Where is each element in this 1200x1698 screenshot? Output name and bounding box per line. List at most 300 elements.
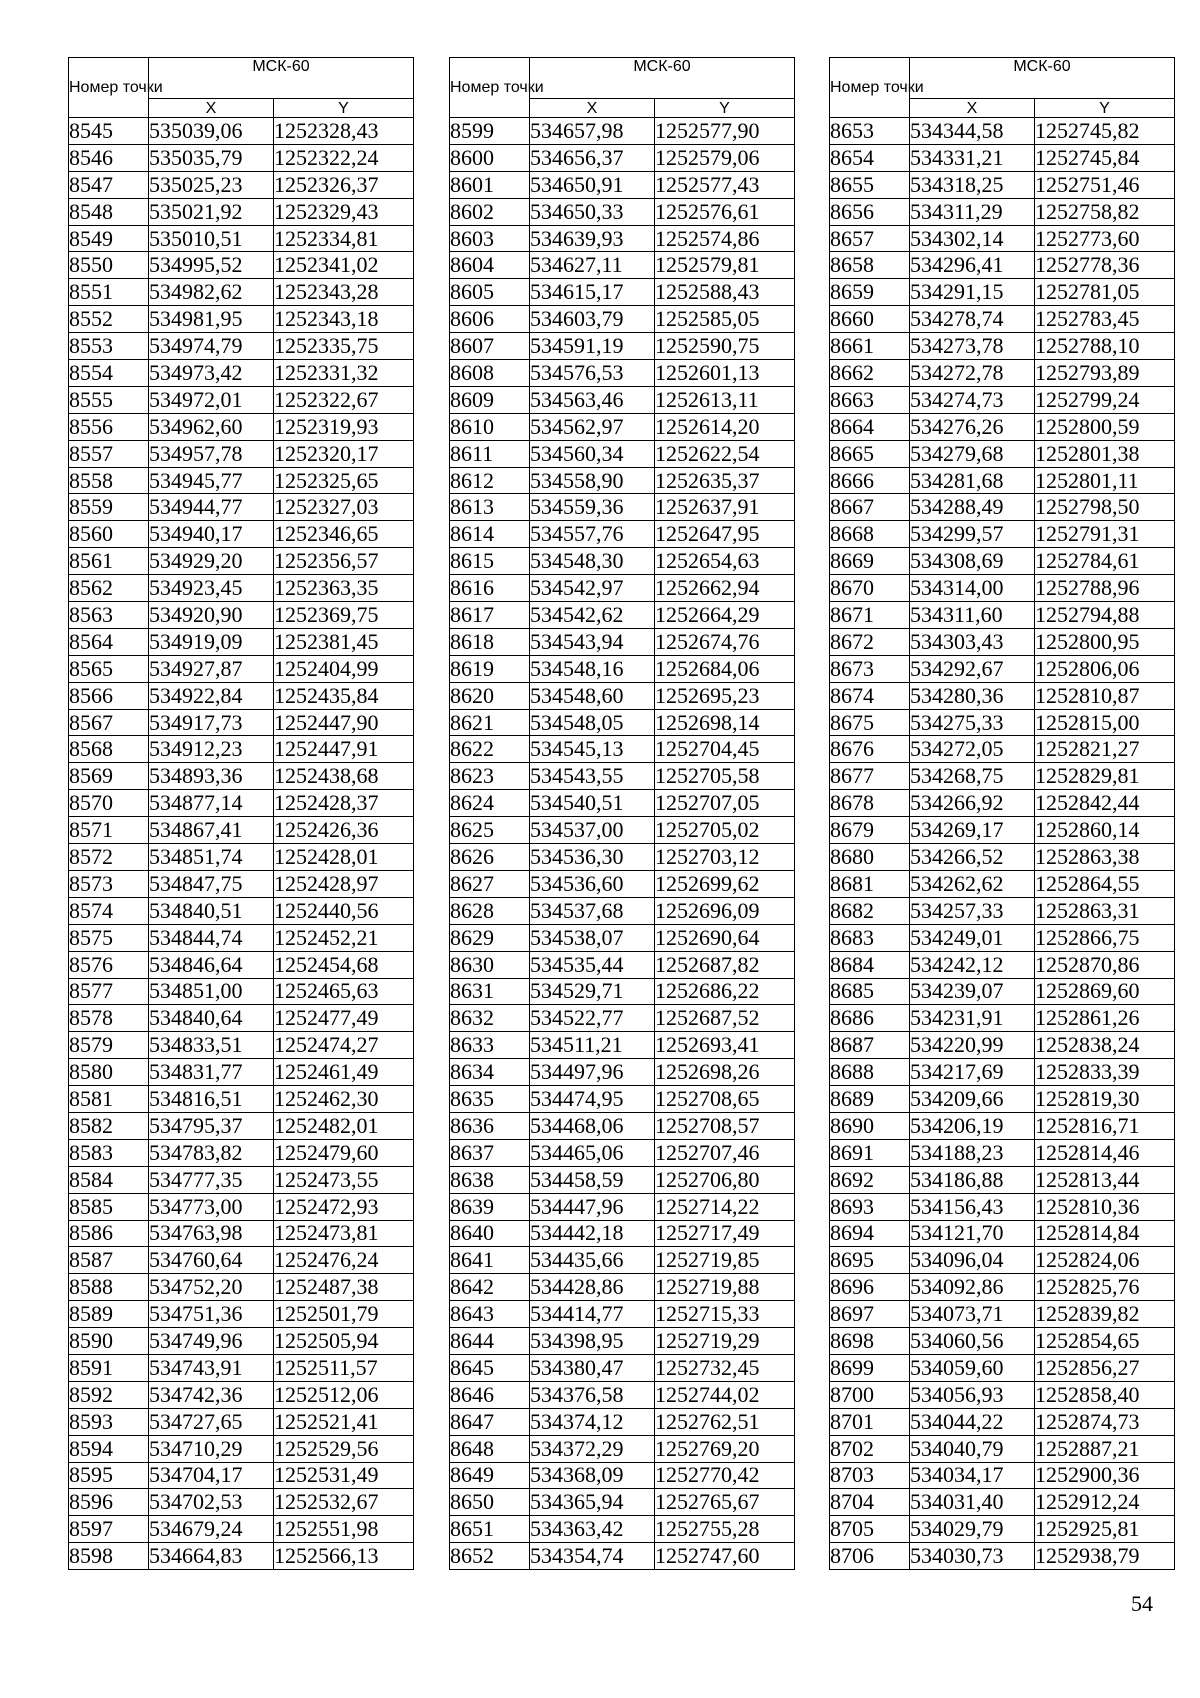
point-number-cell: 8578 [69,1005,149,1032]
point-number-cell: 8696 [830,1274,910,1301]
point-number-cell: 8628 [450,897,530,924]
y-coordinate-cell: 1252326,37 [274,171,414,198]
point-number-cell: 8683 [830,924,910,951]
y-coordinate-cell: 1252793,89 [1035,360,1175,387]
x-coordinate-cell: 534922,84 [149,682,274,709]
x-coordinate-cell: 534657,98 [530,118,655,145]
y-coordinate-cell: 1252687,82 [655,951,795,978]
table-row [450,144,795,171]
table-row [830,521,1175,548]
x-coordinate-cell: 534368,09 [530,1462,655,1489]
table-row [69,628,414,655]
point-number-cell: 8646 [450,1381,530,1408]
table-row [450,1166,795,1193]
point-number-cell: 8566 [69,682,149,709]
x-coordinate-cell: 534627,11 [530,252,655,279]
table-row [830,252,1175,279]
point-number-cell: 8627 [450,870,530,897]
point-number-cell: 8621 [450,709,530,736]
table-row [450,978,795,1005]
x-coordinate-cell: 534867,41 [149,817,274,844]
x-coordinate-cell: 534096,04 [910,1247,1035,1274]
point-number-cell: 8631 [450,978,530,1005]
table-row [830,1462,1175,1489]
point-number-cell: 8672 [830,628,910,655]
table-row [450,360,795,387]
x-coordinate-cell: 534428,86 [530,1274,655,1301]
point-number-cell: 8697 [830,1301,910,1328]
table-row [69,1220,414,1247]
table-row [450,1032,795,1059]
x-coordinate-cell: 534249,01 [910,924,1035,951]
x-coordinate-cell: 534029,79 [910,1516,1035,1543]
table-row [69,978,414,1005]
y-coordinate-cell: 1252708,65 [655,1086,795,1113]
y-coordinate-cell: 1252511,57 [274,1354,414,1381]
point-number-cell: 8623 [450,763,530,790]
x-coordinate-cell: 534537,68 [530,897,655,924]
y-coordinate-cell: 1252861,26 [1035,1005,1175,1032]
y-coordinate-cell: 1252505,94 [274,1328,414,1355]
point-number-cell: 8622 [450,736,530,763]
table-row [830,198,1175,225]
y-coordinate-cell: 1252329,43 [274,198,414,225]
x-coordinate-cell: 534239,07 [910,978,1035,1005]
point-number-cell: 8640 [450,1220,530,1247]
y-coordinate-cell: 1252900,36 [1035,1462,1175,1489]
table-row [69,951,414,978]
y-coordinate-cell: 1252745,82 [1035,118,1175,145]
coordinates-table-body [69,118,414,1570]
table-row [450,1139,795,1166]
table-row [830,1193,1175,1220]
point-number-cell: 8624 [450,790,530,817]
table-row [830,1086,1175,1113]
point-number-cell: 8689 [830,1086,910,1113]
x-coordinate-cell: 535025,23 [149,171,274,198]
point-number-cell: 8565 [69,655,149,682]
x-coordinate-cell: 534851,74 [149,844,274,871]
table-row [69,548,414,575]
table-row [450,655,795,682]
x-coordinate-cell: 534710,29 [149,1435,274,1462]
table-row [450,844,795,871]
table-row [69,1247,414,1274]
table-row [830,844,1175,871]
x-coordinate-cell: 534816,51 [149,1086,274,1113]
point-number-cell: 8618 [450,628,530,655]
point-number-cell: 8591 [69,1354,149,1381]
x-coordinate-cell: 534535,44 [530,951,655,978]
table-row [69,467,414,494]
point-number-cell: 8657 [830,225,910,252]
coordinate-system-header: МСК-60 [530,58,795,99]
x-coordinate-cell: 534537,00 [530,817,655,844]
table-row [450,736,795,763]
table-header [450,58,795,118]
table-row [830,924,1175,951]
x-coordinate-cell: 534548,30 [530,548,655,575]
table-row [69,1516,414,1543]
y-coordinate-cell: 1252912,24 [1035,1489,1175,1516]
x-coordinate-cell: 534206,19 [910,1112,1035,1139]
x-coordinate-cell: 534220,99 [910,1032,1035,1059]
y-coordinate-cell: 1252814,46 [1035,1139,1175,1166]
x-coordinate-cell: 534974,79 [149,333,274,360]
table-row [830,360,1175,387]
x-coordinate-cell: 534435,66 [530,1247,655,1274]
table-row [69,252,414,279]
y-coordinate-cell: 1252476,24 [274,1247,414,1274]
table-row [69,1381,414,1408]
x-coordinate-cell: 534664,83 [149,1543,274,1570]
point-number-cell: 8614 [450,521,530,548]
y-coordinate-cell: 1252331,32 [274,360,414,387]
y-coordinate-cell: 1252662,94 [655,575,795,602]
x-coordinate-cell: 534380,47 [530,1354,655,1381]
x-coordinate-cell: 534650,33 [530,198,655,225]
x-coordinate-cell: 534591,19 [530,333,655,360]
point-number-cell: 8679 [830,817,910,844]
point-number-cell: 8549 [69,225,149,252]
table-row [830,682,1175,709]
point-number-header: Номер точки [69,58,149,118]
x-coordinate-cell: 534847,75 [149,870,274,897]
x-coordinate-cell: 534542,97 [530,575,655,602]
table-row [450,870,795,897]
table-row [69,225,414,252]
x-coordinate-cell: 534468,06 [530,1112,655,1139]
x-coordinate-cell: 534458,59 [530,1166,655,1193]
x-coordinate-cell: 534376,58 [530,1381,655,1408]
point-number-cell: 8647 [450,1408,530,1435]
point-number-cell: 8555 [69,386,149,413]
coordinate-system-header: МСК-60 [910,58,1175,99]
table-row [69,736,414,763]
x-coordinate-cell: 534940,17 [149,521,274,548]
table-row [450,924,795,951]
y-coordinate-cell: 1252744,02 [655,1381,795,1408]
table-row [450,440,795,467]
point-number-cell: 8593 [69,1408,149,1435]
x-coordinate-cell: 534560,34 [530,440,655,467]
y-coordinate-cell: 1252719,88 [655,1274,795,1301]
y-coordinate-cell: 1252925,81 [1035,1516,1175,1543]
y-coordinate-cell: 1252745,84 [1035,144,1175,171]
table-row [450,225,795,252]
table-row [830,1220,1175,1247]
point-number-cell: 8659 [830,279,910,306]
x-coordinate-cell: 534543,94 [530,628,655,655]
x-coordinate-cell: 534742,36 [149,1381,274,1408]
table-row [830,1112,1175,1139]
point-number-cell: 8595 [69,1462,149,1489]
x-coordinate-cell: 534314,00 [910,575,1035,602]
point-number-cell: 8668 [830,521,910,548]
point-number-cell: 8554 [69,360,149,387]
x-coordinate-cell: 534558,90 [530,467,655,494]
x-coordinate-cell: 534540,51 [530,790,655,817]
x-coordinate-cell: 534538,07 [530,924,655,951]
x-coordinate-cell: 534702,53 [149,1489,274,1516]
point-number-cell: 8546 [69,144,149,171]
y-coordinate-cell: 1252435,84 [274,682,414,709]
x-coordinate-cell: 534542,62 [530,602,655,629]
y-coordinate-cell: 1252864,55 [1035,870,1175,897]
y-coordinate-cell: 1252714,22 [655,1193,795,1220]
table-row [830,1301,1175,1328]
y-coordinate-cell: 1252614,20 [655,413,795,440]
x-coordinate-cell: 534704,17 [149,1462,274,1489]
y-coordinate-cell: 1252696,09 [655,897,795,924]
table-row [830,1059,1175,1086]
x-coordinate-cell: 534751,36 [149,1301,274,1328]
table-row [450,1516,795,1543]
table-row [830,736,1175,763]
point-number-cell: 8587 [69,1247,149,1274]
x-coordinate-cell: 534279,68 [910,440,1035,467]
point-number-cell: 8667 [830,494,910,521]
table-header [69,58,414,118]
x-coordinate-cell: 534311,29 [910,198,1035,225]
y-coordinate-cell: 1252707,05 [655,790,795,817]
y-coordinate-cell: 1252343,18 [274,306,414,333]
x-coordinate-cell: 534363,42 [530,1516,655,1543]
header-row [830,58,1175,99]
y-coordinate-cell: 1252579,81 [655,252,795,279]
x-coordinate-cell: 534447,96 [530,1193,655,1220]
y-coordinate-cell: 1252428,97 [274,870,414,897]
x-coordinate-cell: 534156,43 [910,1193,1035,1220]
point-number-cell: 8606 [450,306,530,333]
y-coordinate-cell: 1252707,46 [655,1139,795,1166]
point-number-cell: 8698 [830,1328,910,1355]
point-number-cell: 8686 [830,1005,910,1032]
point-number-cell: 8607 [450,333,530,360]
point-number-cell: 8588 [69,1274,149,1301]
x-column-header: X [149,99,274,118]
point-number-cell: 8617 [450,602,530,629]
y-coordinate-cell: 1252482,01 [274,1112,414,1139]
x-coordinate-cell: 534268,75 [910,763,1035,790]
table-row [450,1059,795,1086]
y-coordinate-cell: 1252334,81 [274,225,414,252]
y-coordinate-cell: 1252698,14 [655,709,795,736]
y-coordinate-cell: 1252479,60 [274,1139,414,1166]
x-coordinate-cell: 534783,82 [149,1139,274,1166]
y-coordinate-cell: 1252704,45 [655,736,795,763]
x-coordinate-cell: 534923,45 [149,575,274,602]
table-row [830,709,1175,736]
x-coordinate-cell: 534795,37 [149,1112,274,1139]
y-coordinate-cell: 1252664,29 [655,602,795,629]
y-coordinate-cell: 1252438,68 [274,763,414,790]
point-number-cell: 8568 [69,736,149,763]
y-coordinate-cell: 1252715,33 [655,1301,795,1328]
y-coordinate-cell: 1252521,41 [274,1408,414,1435]
y-coordinate-cell: 1252799,24 [1035,386,1175,413]
y-coordinate-cell: 1252325,65 [274,467,414,494]
table-row [830,1247,1175,1274]
x-coordinate-cell: 534893,36 [149,763,274,790]
x-coordinate-cell: 534414,77 [530,1301,655,1328]
table-row [830,413,1175,440]
table-row [69,521,414,548]
y-coordinate-cell: 1252858,40 [1035,1381,1175,1408]
point-number-header: Номер точки [450,58,530,118]
x-coordinate-cell: 534982,62 [149,279,274,306]
x-coordinate-cell: 535035,79 [149,144,274,171]
table-row [450,467,795,494]
x-coordinate-cell: 534266,52 [910,844,1035,871]
table-row [69,333,414,360]
x-coordinate-cell: 534442,18 [530,1220,655,1247]
x-coordinate-cell: 535021,92 [149,198,274,225]
table-row [450,1328,795,1355]
y-coordinate-cell: 1252574,86 [655,225,795,252]
y-coordinate-cell: 1252684,06 [655,655,795,682]
table-row [830,386,1175,413]
x-coordinate-cell: 534031,40 [910,1489,1035,1516]
point-number-cell: 8699 [830,1354,910,1381]
y-coordinate-cell: 1252798,50 [1035,494,1175,521]
point-number-cell: 8700 [830,1381,910,1408]
point-number-cell: 8660 [830,306,910,333]
table-row [450,171,795,198]
table-row [69,790,414,817]
x-coordinate-cell: 534749,96 [149,1328,274,1355]
x-coordinate-cell: 534209,66 [910,1086,1035,1113]
point-number-cell: 8655 [830,171,910,198]
table-row [450,494,795,521]
table-row [69,386,414,413]
y-coordinate-cell: 1252551,98 [274,1516,414,1543]
x-coordinate-cell: 534522,77 [530,1005,655,1032]
x-coordinate-cell: 534273,78 [910,333,1035,360]
y-coordinate-cell: 1252687,52 [655,1005,795,1032]
point-number-cell: 8692 [830,1166,910,1193]
x-coordinate-cell: 534752,20 [149,1274,274,1301]
point-number-cell: 8570 [69,790,149,817]
y-coordinate-cell: 1252825,76 [1035,1274,1175,1301]
table-row [69,1193,414,1220]
x-coordinate-cell: 534465,06 [530,1139,655,1166]
y-coordinate-cell: 1252870,86 [1035,951,1175,978]
point-number-cell: 8634 [450,1059,530,1086]
y-coordinate-cell: 1252532,67 [274,1489,414,1516]
y-coordinate-cell: 1252816,71 [1035,1112,1175,1139]
point-number-cell: 8643 [450,1301,530,1328]
x-coordinate-cell: 534917,73 [149,709,274,736]
y-coordinate-cell: 1252838,24 [1035,1032,1175,1059]
y-coordinate-cell: 1252320,17 [274,440,414,467]
y-coordinate-cell: 1252784,61 [1035,548,1175,575]
table-row [450,306,795,333]
y-coordinate-cell: 1252801,38 [1035,440,1175,467]
y-coordinate-cell: 1252461,49 [274,1059,414,1086]
y-coordinate-cell: 1252887,21 [1035,1435,1175,1462]
x-coordinate-cell: 534548,60 [530,682,655,709]
x-coordinate-cell: 534262,62 [910,870,1035,897]
table-row [450,682,795,709]
table-row [450,198,795,225]
point-number-cell: 8600 [450,144,530,171]
table-row [830,467,1175,494]
y-coordinate-cell: 1252717,49 [655,1220,795,1247]
x-coordinate-cell: 534563,46 [530,386,655,413]
x-coordinate-cell: 534288,49 [910,494,1035,521]
table-row [830,144,1175,171]
table-row [830,279,1175,306]
y-coordinate-cell: 1252751,46 [1035,171,1175,198]
y-coordinate-cell: 1252472,93 [274,1193,414,1220]
table-row [450,790,795,817]
y-coordinate-cell: 1252806,06 [1035,655,1175,682]
y-coordinate-cell: 1252693,41 [655,1032,795,1059]
point-number-cell: 8680 [830,844,910,871]
point-number-cell: 8656 [830,198,910,225]
table-row [69,1408,414,1435]
table-row [69,494,414,521]
table-row [830,602,1175,629]
y-coordinate-cell: 1252800,59 [1035,413,1175,440]
point-number-cell: 8638 [450,1166,530,1193]
y-coordinate-cell: 1252686,22 [655,978,795,1005]
header-row [450,58,795,99]
y-coordinate-cell: 1252773,60 [1035,225,1175,252]
table-row [450,1220,795,1247]
point-number-cell: 8579 [69,1032,149,1059]
table-row [69,1328,414,1355]
x-coordinate-cell: 534656,37 [530,144,655,171]
y-coordinate-cell: 1252815,00 [1035,709,1175,736]
table-row [69,1274,414,1301]
x-coordinate-cell: 534292,67 [910,655,1035,682]
point-number-cell: 8673 [830,655,910,682]
point-number-cell: 8702 [830,1435,910,1462]
x-coordinate-cell: 534296,41 [910,252,1035,279]
x-coordinate-cell: 534972,01 [149,386,274,413]
x-coordinate-cell: 534344,58 [910,118,1035,145]
table-row [830,817,1175,844]
y-coordinate-cell: 1252674,76 [655,628,795,655]
table-row [69,924,414,951]
x-coordinate-cell: 534929,20 [149,548,274,575]
point-number-cell: 8584 [69,1166,149,1193]
table-row [830,1166,1175,1193]
table-row [69,763,414,790]
table-row [69,171,414,198]
table-row [830,790,1175,817]
point-number-cell: 8602 [450,198,530,225]
table-row [830,225,1175,252]
x-coordinate-cell: 534957,78 [149,440,274,467]
x-coordinate-cell: 534299,57 [910,521,1035,548]
coordinates-table-body [830,118,1175,1570]
table-row [830,118,1175,145]
table-row [69,198,414,225]
point-number-cell: 8558 [69,467,149,494]
x-coordinate-cell: 534576,53 [530,360,655,387]
point-number-cell: 8669 [830,548,910,575]
x-coordinate-cell: 534679,24 [149,1516,274,1543]
table-row [69,413,414,440]
x-coordinate-cell: 534231,91 [910,1005,1035,1032]
x-coordinate-cell: 534372,29 [530,1435,655,1462]
y-coordinate-cell: 1252814,84 [1035,1220,1175,1247]
table-row [830,1435,1175,1462]
point-number-cell: 8642 [450,1274,530,1301]
